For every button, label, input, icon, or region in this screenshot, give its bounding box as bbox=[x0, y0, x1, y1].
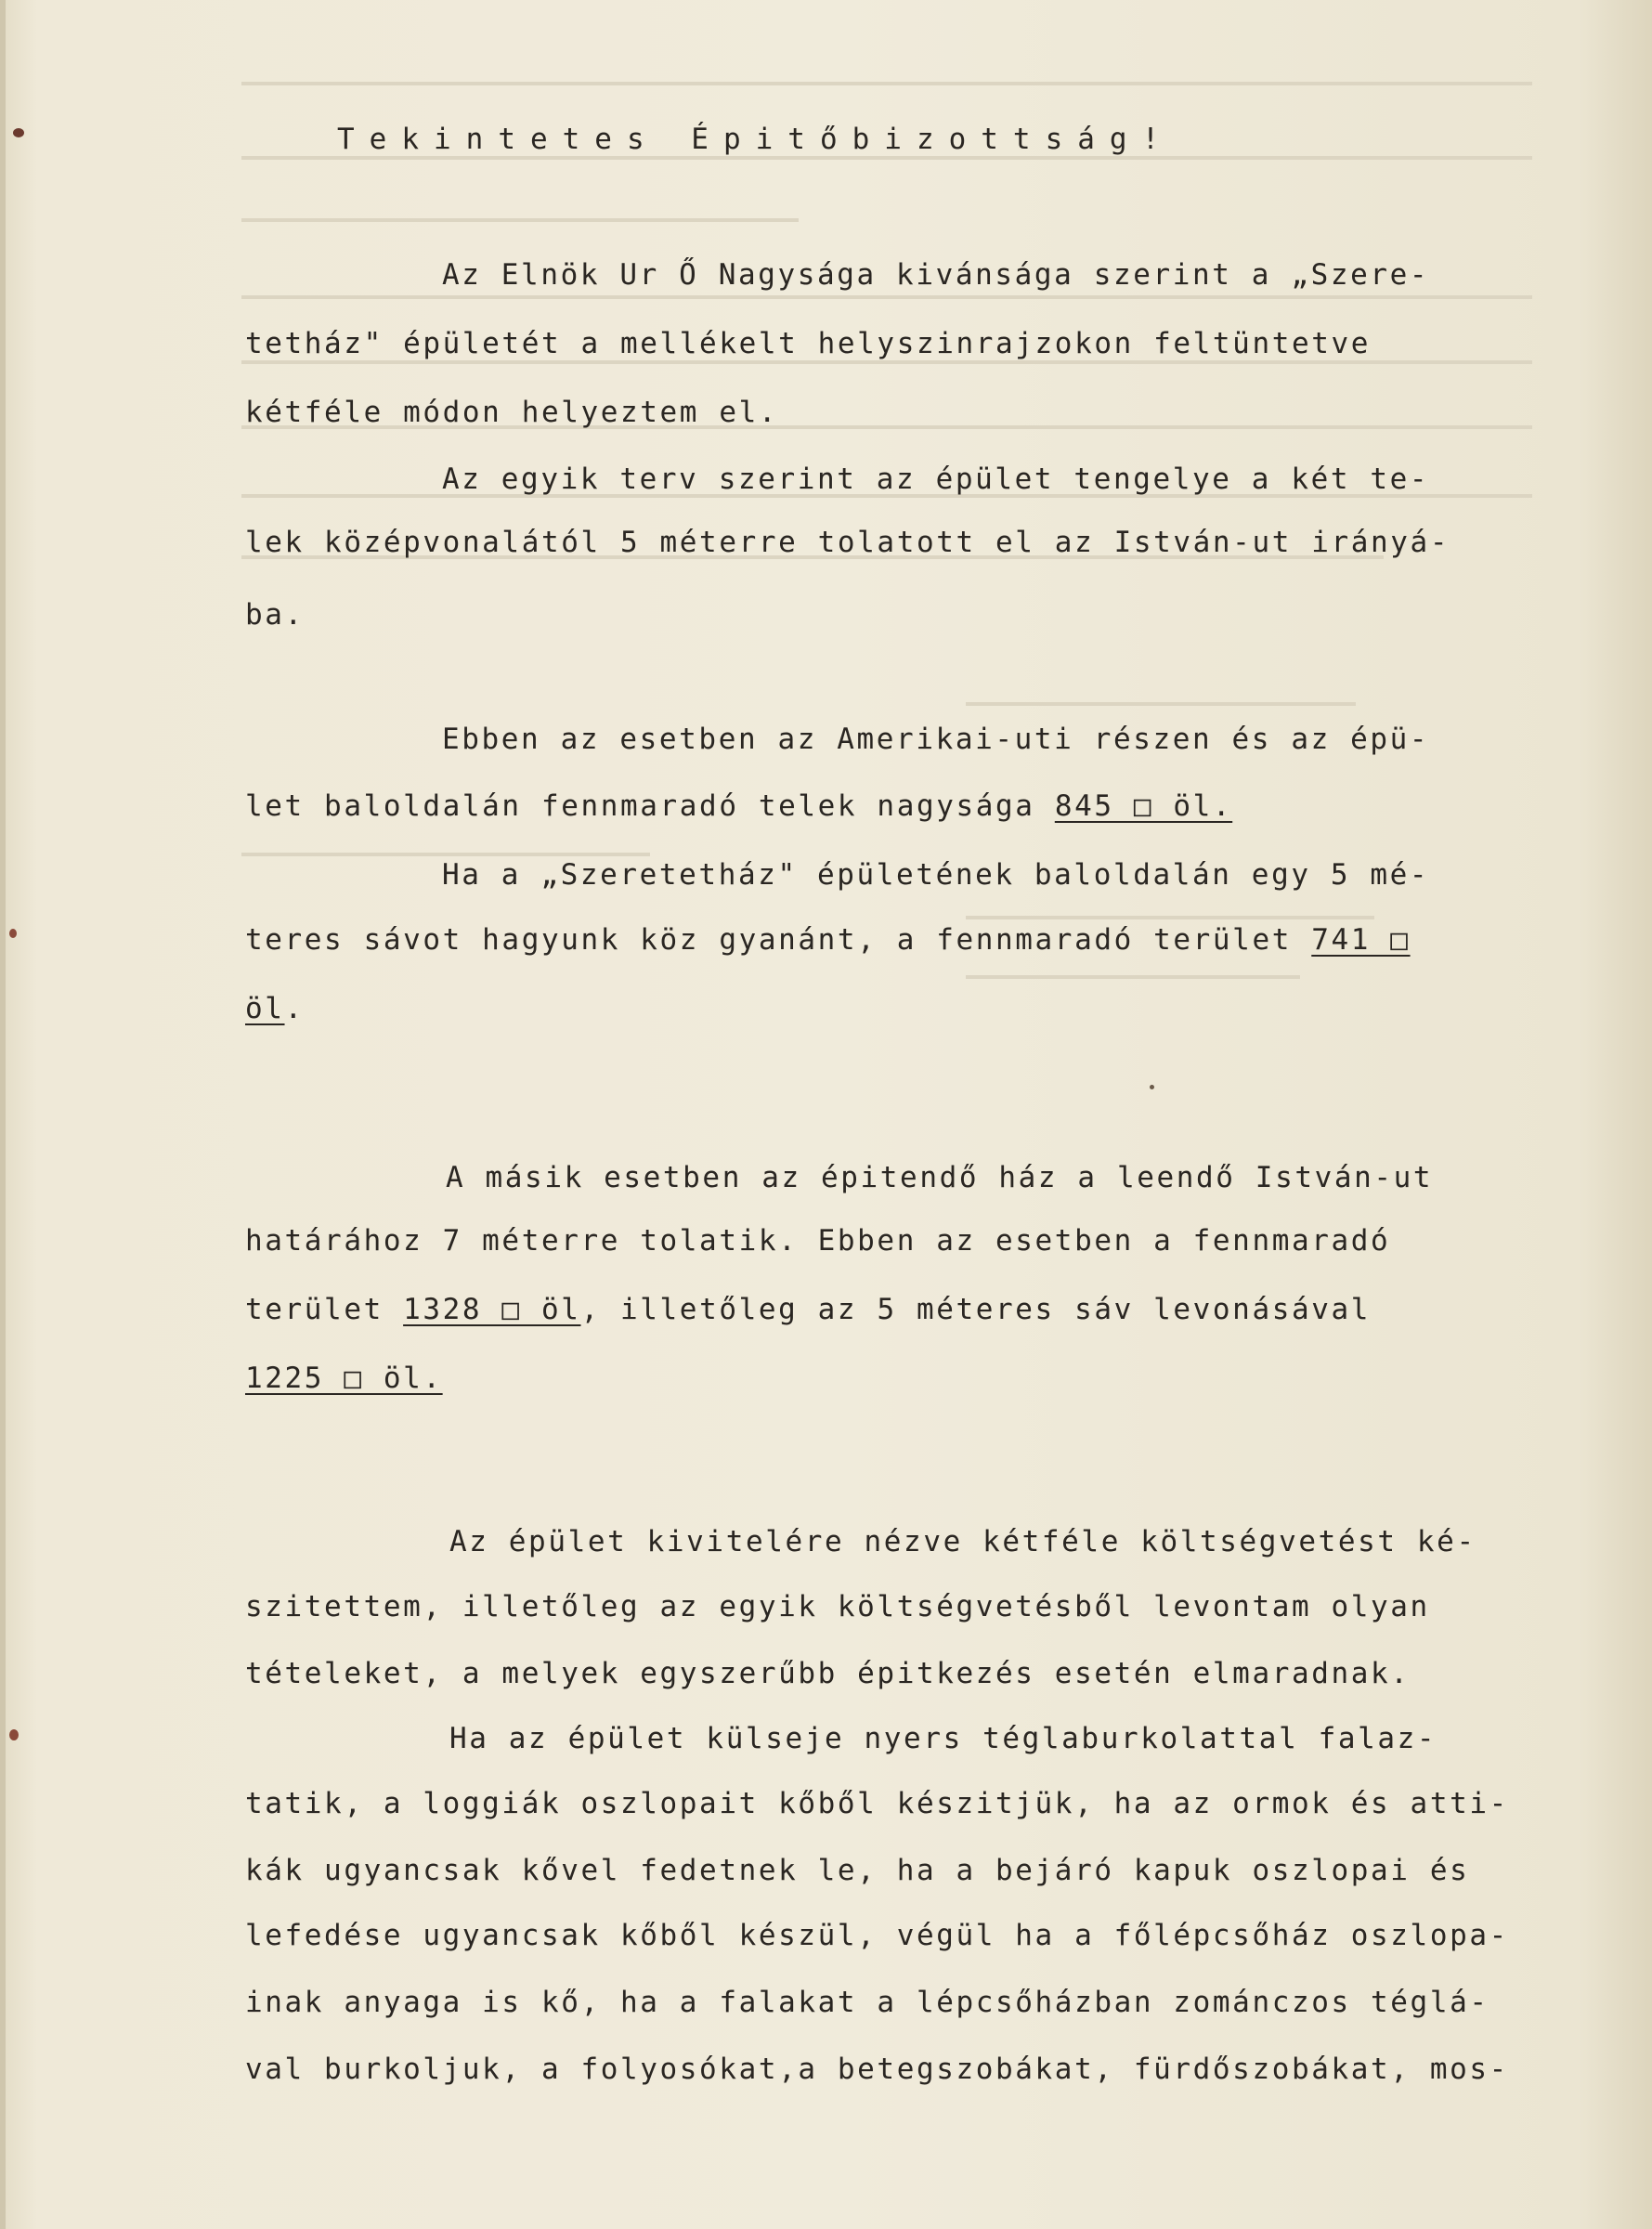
page-edge bbox=[0, 0, 6, 2229]
paragraph-7-line-6: val burkoljuk, a folyosókat,a betegszobákat, fürdőszobákat, mos- bbox=[245, 2053, 1509, 2086]
paragraph-5-line-3-text: terület bbox=[245, 1293, 404, 1326]
paragraph-4-line-3-end: . bbox=[284, 992, 305, 1025]
area-value-741: 741 □ bbox=[1311, 923, 1411, 957]
paragraph-7-line-4: lefedése ugyancsak kőből készül, végül ha a főlépcsőház oszlopa- bbox=[245, 1919, 1509, 1952]
area-value-1328: 1328 □ öl bbox=[403, 1293, 581, 1326]
letter-salutation: Tekintetes Épitőbizottság! bbox=[337, 123, 1175, 156]
paper-speck bbox=[9, 1729, 19, 1740]
paragraph-7-line-3: kák ugyancsak kővel fedetnek le, ha a bejáró kapuk oszlopai és bbox=[245, 1854, 1470, 1887]
paragraph-5-line-2: határához 7 méterre tolatik. Ebben az esetben a fennmaradó bbox=[245, 1224, 1391, 1258]
bleed-through bbox=[241, 82, 1532, 85]
paragraph-2-line-2: lek középvonalától 5 méterre tolatott el az István-ut irányá- bbox=[245, 526, 1450, 559]
bleed-through bbox=[966, 702, 1356, 706]
paper-speck bbox=[13, 128, 24, 137]
paragraph-4-line-2-text: teres sávot hagyunk köz gyanánt, a fennmaradó terület bbox=[245, 923, 1312, 957]
paper-speck bbox=[9, 929, 17, 938]
paper-speck bbox=[1150, 1085, 1154, 1089]
area-unit-ol: öl bbox=[245, 992, 285, 1025]
paragraph-5-line-4 bbox=[245, 1360, 443, 1397]
area-value-845: 845 □ öl. bbox=[1054, 789, 1233, 823]
bleed-through bbox=[241, 218, 799, 222]
paragraph-5-line-3-rest: , illetőleg az 5 méteres sáv levonásával bbox=[580, 1293, 1372, 1326]
area-value-1225: 1225 □ öl. bbox=[245, 1362, 443, 1395]
paragraph-4-line-2 bbox=[245, 921, 1411, 958]
paragraph-7-line-5: inak anyaga is kő, ha a falakat a lépcsőházban zománczos téglá- bbox=[245, 1986, 1489, 2019]
paragraph-4-line-3 bbox=[245, 990, 305, 1027]
paragraph-5-line-1: A másik esetben az épitendő ház a leendő István-ut bbox=[446, 1161, 1434, 1194]
paragraph-1-line-2: tetház" épületét a mellékelt helyszinrajzokon feltüntetve bbox=[245, 327, 1372, 360]
paragraph-2-line-1: Az egyik terv szerint az épület tengelye a két te- bbox=[442, 463, 1430, 496]
paragraph-3-line-2 bbox=[245, 788, 1232, 825]
paragraph-6-line-2: szitettem, illetőleg az egyik költségvetésből levontam olyan bbox=[245, 1590, 1430, 1623]
bleed-through bbox=[966, 916, 1374, 919]
paragraph-3-line-2-text: let baloldalán fennmaradó telek nagysága bbox=[245, 789, 1055, 823]
paragraph-7-line-2: tatik, a loggiák oszlopait kőből készitjük, ha az ormok és atti- bbox=[245, 1787, 1509, 1820]
paragraph-4-line-1: Ha a „Szeretetház" épületének baloldalán egy 5 mé- bbox=[442, 858, 1430, 892]
paragraph-2-line-3: ba. bbox=[245, 598, 305, 632]
bleed-through bbox=[241, 295, 1532, 299]
paragraph-5-line-3 bbox=[245, 1291, 1371, 1328]
paragraph-7-line-1: Ha az épület külseje nyers téglaburkolattal falaz- bbox=[449, 1722, 1437, 1755]
paragraph-6-line-3: tételeket, a melyek egyszerűbb épitkezés esetén elmaradnak. bbox=[245, 1657, 1411, 1690]
paragraph-6-line-1: Az épület kivitelére nézve kétféle költségvetést ké- bbox=[449, 1525, 1476, 1558]
bleed-through bbox=[966, 975, 1300, 979]
paragraph-1-line-1: Az Elnök Ur Ő Nagysága kivánsága szerint a „Szere- bbox=[442, 258, 1430, 292]
paragraph-3-line-1: Ebben az esetben az Amerikai-uti részen és az épü- bbox=[442, 723, 1430, 756]
paragraph-1-line-3: kétféle módon helyeztem el. bbox=[245, 396, 779, 429]
bleed-through bbox=[241, 156, 1532, 160]
